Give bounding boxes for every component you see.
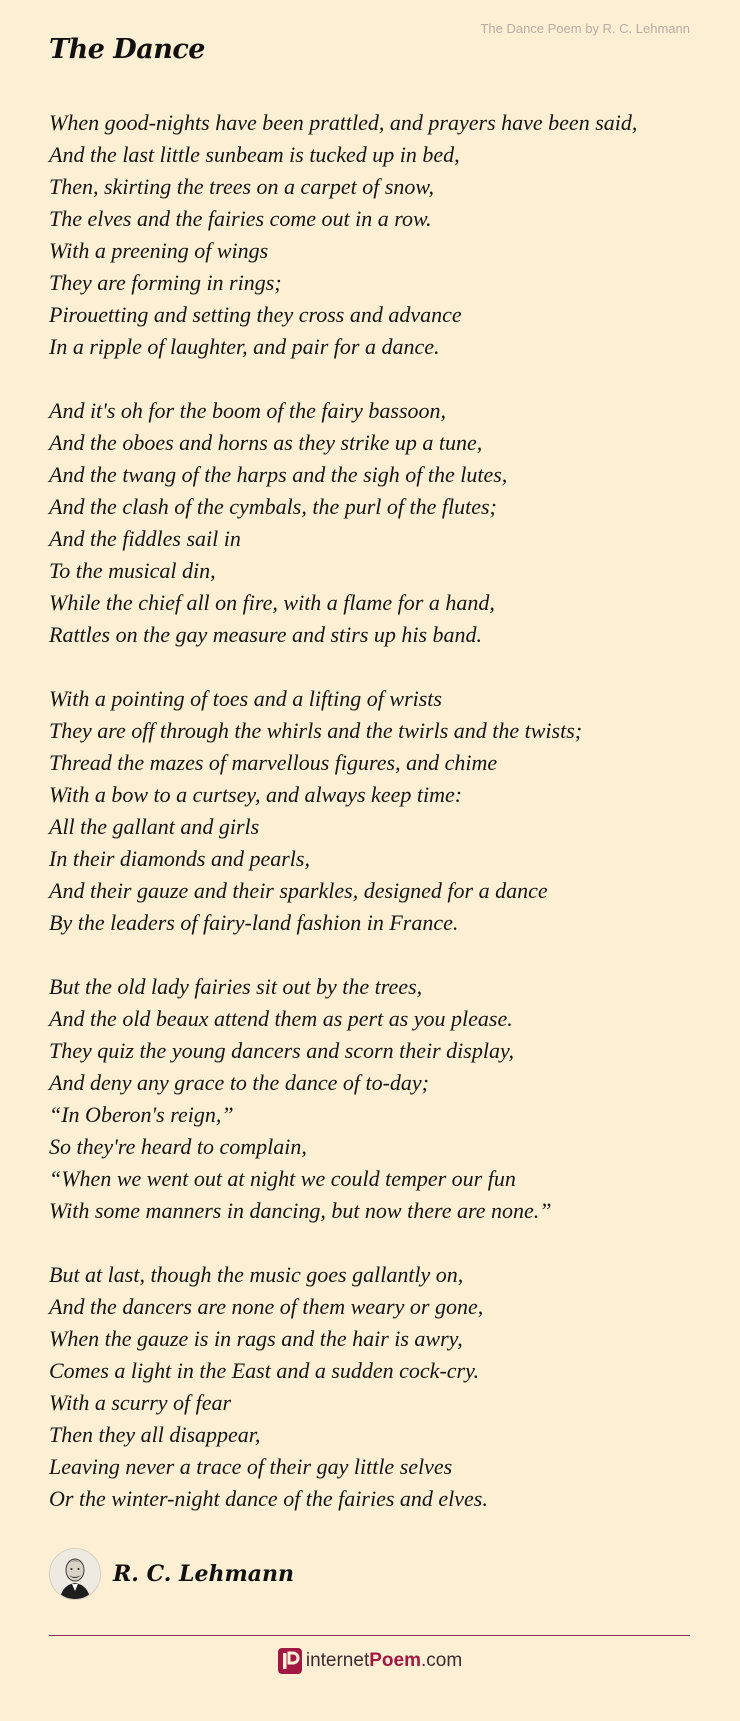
- poem-line: And the twang of the harps and the sigh of the lutes,: [49, 462, 508, 487]
- poem-line: With some manners in dancing, but now there are none.”: [49, 1198, 552, 1223]
- poem-line: With a pointing of toes and a lifting of wrists: [49, 686, 442, 711]
- poem-line: With a bow to a curtsey, and always keep time:: [49, 782, 463, 807]
- poem-line: And the oboes and horns as they strike up a tune,: [49, 430, 483, 455]
- poem-line: Comes a light in the East and a sudden cock-cry.: [49, 1358, 480, 1383]
- stanza: [49, 683, 709, 939]
- poem-line: So they're heard to complain,: [49, 1134, 307, 1159]
- poem-line: And the old beaux attend them as pert as you please.: [49, 1006, 513, 1031]
- internetpoem-logo-icon[interactable]: [278, 1648, 302, 1674]
- poem-line: They quiz the young dancers and scorn their display,: [49, 1038, 515, 1063]
- author-block[interactable]: [49, 1548, 294, 1600]
- poem-line: And the dancers are none of them weary or gone,: [49, 1294, 484, 1319]
- poem-title: The Dance: [49, 34, 205, 65]
- poem-line: But the old lady fairies sit out by the trees,: [49, 974, 423, 999]
- poem-line: The elves and the fairies come out in a row.: [49, 206, 432, 231]
- stanza: [49, 395, 709, 651]
- poem-line: All the gallant and girls: [49, 814, 260, 839]
- poem-line: When the gauze is in rags and the hair is awry,: [49, 1326, 463, 1351]
- poem-line: “When we went out at night we could temper our fun: [49, 1166, 516, 1191]
- poem-line: When good-nights have been prattled, and prayers have been said,: [49, 110, 638, 135]
- poem-line: Rattles on the gay measure and stirs up his band.: [49, 622, 483, 647]
- poem-line: With a scurry of fear: [49, 1390, 232, 1415]
- poem-line: By the leaders of fairy-land fashion in France.: [49, 910, 459, 935]
- poem-line: With a preening of wings: [49, 238, 269, 263]
- poem-line: While the chief all on fire, with a flame for a hand,: [49, 590, 495, 615]
- author-portrait-icon[interactable]: [49, 1548, 101, 1600]
- poem-line: To the musical din,: [49, 558, 216, 583]
- poem-line: “In Oberon's reign,”: [49, 1102, 234, 1127]
- poem-line: Thread the mazes of marvellous figures, and chime: [49, 750, 498, 775]
- footer-divider: [49, 1635, 690, 1636]
- site-name-link[interactable]: [306, 1650, 462, 1672]
- poem-line: Leaving never a trace of their gay little selves: [49, 1454, 453, 1479]
- poem-line: And it's oh for the boom of the fairy bassoon,: [49, 398, 447, 423]
- poem-line: In a ripple of laughter, and pair for a dance.: [49, 334, 440, 359]
- poem-line: Pirouetting and setting they cross and advance: [49, 302, 462, 327]
- site-footer[interactable]: [0, 1648, 740, 1674]
- poem-line: Then they all disappear,: [49, 1422, 261, 1447]
- poem-line: Or the winter-night dance of the fairies and elves.: [49, 1486, 488, 1511]
- poem-line: In their diamonds and pearls,: [49, 846, 310, 871]
- poem-line: And their gauze and their sparkles, designed for a dance: [49, 878, 548, 903]
- header-note: The Dance Poem by R. C. Lehmann: [480, 21, 690, 36]
- poem-line: Then, skirting the trees on a carpet of snow,: [49, 174, 434, 199]
- poem-line: And the clash of the cymbals, the purl of the flutes;: [49, 494, 497, 519]
- poem-line: They are forming in rings;: [49, 270, 282, 295]
- poem-line: But at last, though the music goes gallantly on,: [49, 1262, 464, 1287]
- site-name-part-com: .com: [420, 1650, 463, 1671]
- poem-line: And the last little sunbeam is tucked up in bed,: [49, 142, 460, 167]
- poem-line: They are off through the whirls and the twirls and the twists;: [49, 718, 583, 743]
- stanza: [49, 107, 709, 363]
- site-name-part-internet: internet: [305, 1650, 370, 1671]
- stanza: [49, 1259, 709, 1515]
- stanza: [49, 971, 709, 1227]
- poem-body: [49, 107, 709, 1547]
- poem-line: And the fiddles sail in: [49, 526, 241, 551]
- author-name[interactable]: R. C. Lehmann: [113, 1561, 295, 1587]
- site-name-part-poem: Poem: [369, 1650, 421, 1671]
- poem-line: And deny any grace to the dance of to-day;: [49, 1070, 429, 1095]
